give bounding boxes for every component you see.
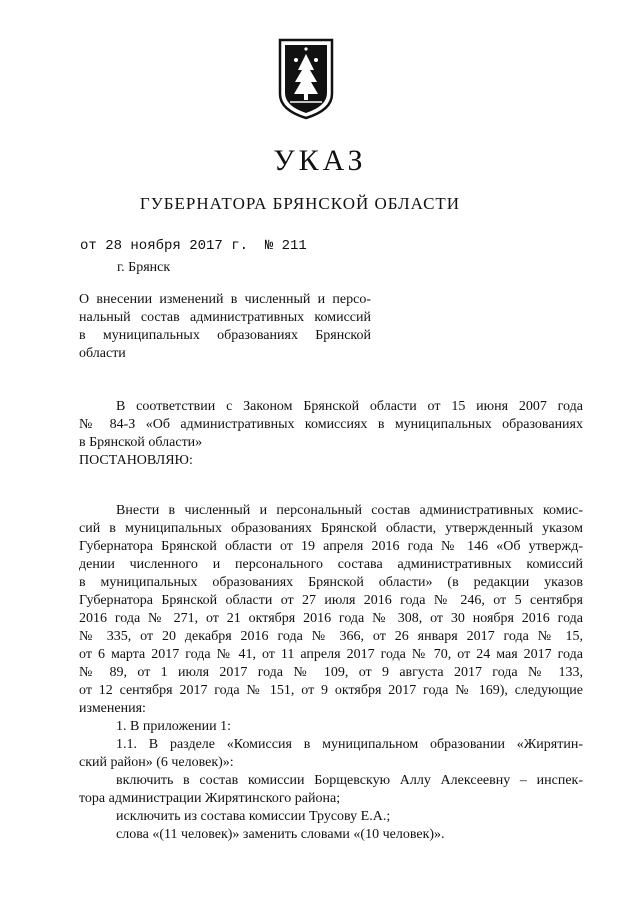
item-line: 1. В приложении 1: bbox=[116, 719, 232, 734]
decree-date-number: от 28 ноября 2017 г. № 211 bbox=[80, 238, 307, 254]
brynsk-coat-of-arms-icon bbox=[276, 36, 336, 120]
preamble-line: В соответствии с Законом Брянской области от 15 июня 2007 года bbox=[116, 399, 583, 414]
main-line: Губернатора Брянской области от 19 апреля 2016 года № 146 «Об утвержд- bbox=[79, 539, 583, 554]
preamble-line: в Брянской области» bbox=[79, 435, 203, 450]
item-line: 1.1. В разделе «Комиссия в муниципальном образовании «Жирятин- bbox=[116, 737, 583, 752]
item-line: ский район» (6 человек)»: bbox=[79, 755, 234, 770]
item-line: исключить из состава комиссии Трусову Е.А.; bbox=[116, 809, 391, 824]
subject-line: нальный состав административных комиссий bbox=[79, 310, 371, 325]
main-line: от 6 марта 2017 года № 41, от 11 апреля 2017 года № 70, от 24 мая 2017 года bbox=[79, 647, 583, 662]
decree-subject bbox=[79, 291, 371, 363]
subject-line: О внесении изменений в численный и персо- bbox=[79, 292, 371, 307]
main-line: сий в муниципальных образованиях Брянской области, утвержденный указом bbox=[79, 521, 583, 536]
item-line: включить в состав комиссии Борщевскую Аллу Алексеевну – инспек- bbox=[116, 773, 583, 788]
subject-line: в муниципальных образованиях Брянской bbox=[79, 328, 371, 343]
main-line: дении численного и персонального состава административных комиссий bbox=[79, 557, 583, 572]
main-line: изменения: bbox=[79, 701, 146, 716]
main-line: № 335, от 20 декабря 2016 года № 366, от 26 января 2017 года № 15, bbox=[79, 629, 583, 644]
subject-line: области bbox=[79, 346, 126, 361]
decree-city: г. Брянск bbox=[117, 260, 171, 275]
document-subtitle: ГУБЕРНАТОРА БРЯНСКОЙ ОБЛАСТИ bbox=[139, 194, 461, 213]
main-line: № 89, от 1 июля 2017 года № 109, от 9 августа 2017 года № 133, bbox=[79, 665, 583, 680]
main-line: в муниципальных образованиях Брянской области» (в редакции указов bbox=[79, 575, 583, 590]
resolve-heading: ПОСТАНОВЛЯЮ: bbox=[79, 453, 193, 468]
item-line: тора администрации Жирятинского района; bbox=[79, 791, 341, 806]
preamble-line: № 84-З «Об административных комиссиях в муниципальных образованиях bbox=[79, 417, 583, 432]
main-line: 2016 года № 271, от 21 октября 2016 года № 308, от 30 ноября 2016 года bbox=[79, 611, 583, 626]
decree-body bbox=[79, 398, 583, 844]
main-line: Внести в численный и персональный состав административных комис- bbox=[116, 503, 583, 518]
document-title: УКАЗ bbox=[273, 144, 367, 177]
main-line: Губернатора Брянской области от 27 июля 2016 года № 246, от 5 сентября bbox=[79, 593, 583, 608]
main-line: от 12 сентября 2017 года № 151, от 9 октября 2017 года № 169), следующие bbox=[79, 683, 583, 698]
item-line: слова «(11 человек)» заменить словами «(10 человек)». bbox=[116, 827, 445, 842]
